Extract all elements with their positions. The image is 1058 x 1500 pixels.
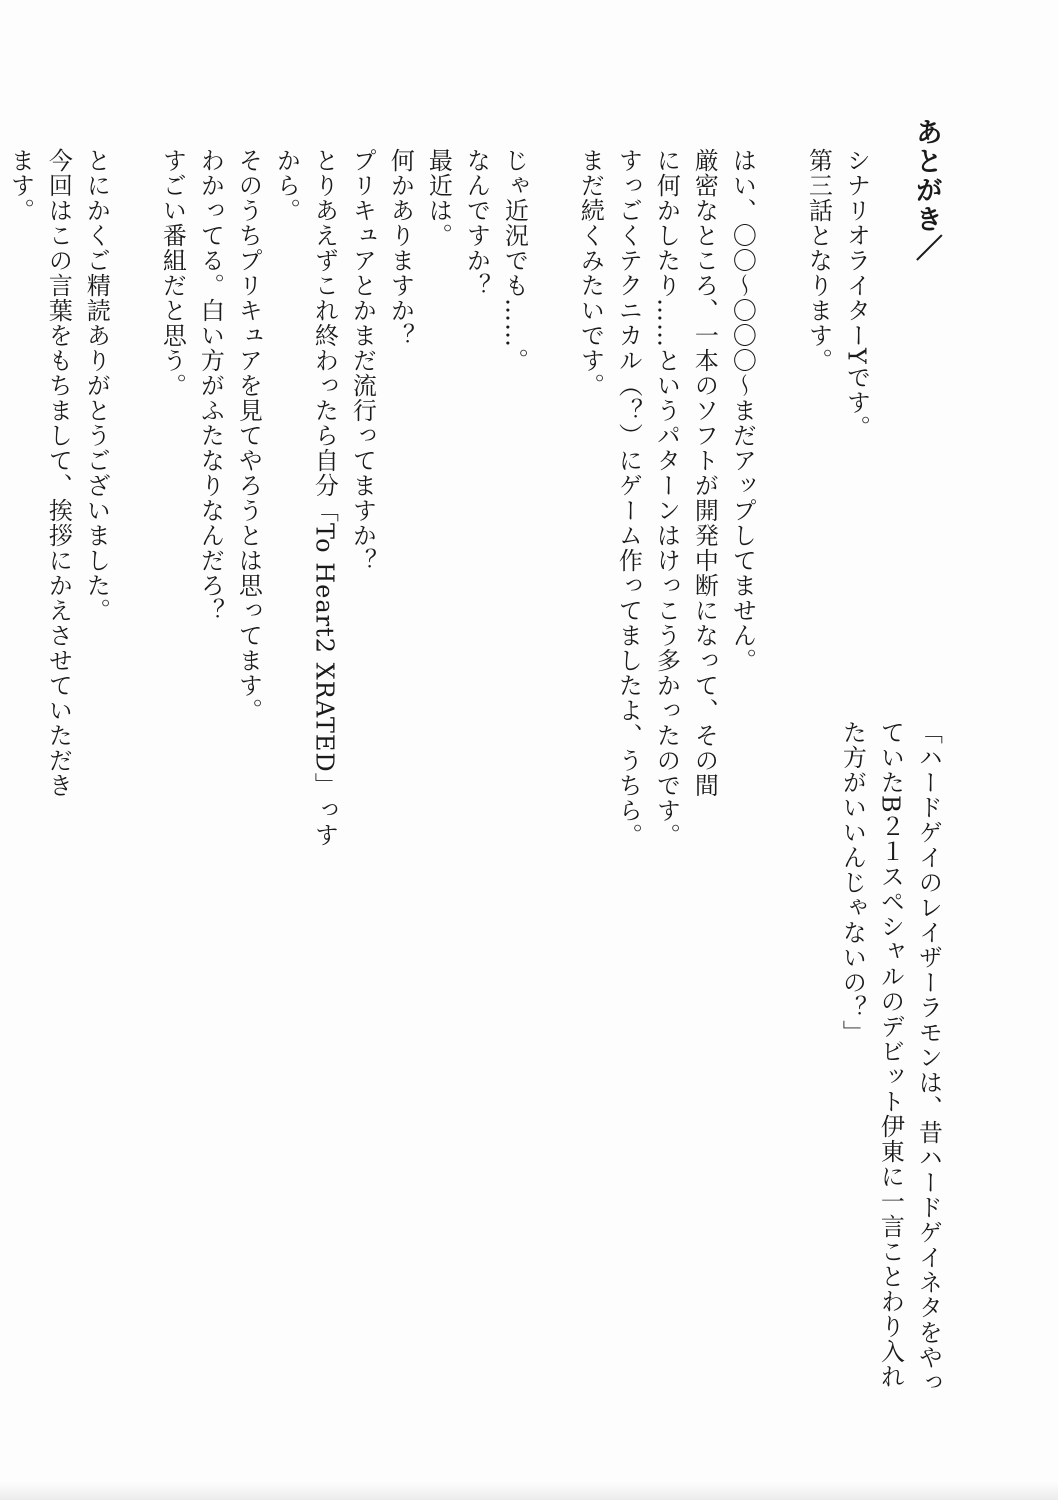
text-line: プリキュアとかまだ流行ってますか？ — [348, 148, 377, 573]
text-line: すごい番組だと思う。 — [158, 148, 187, 398]
text-line: とりあえずこれ終わったら自分「To Heart2 XRATED」っす — [310, 148, 339, 848]
text-line: から。 — [272, 148, 301, 223]
text-line: そのうちプリキュアを見てやろうとは思ってます。 — [234, 148, 263, 723]
text-line: わかってる。白い方がふたなりなんだろ？ — [196, 148, 225, 623]
text-line: とにかくご精読ありがとうございました。 — [82, 148, 111, 623]
text-line: ます。 — [6, 148, 35, 223]
text-line: なんですか？ — [462, 148, 491, 298]
text-line: に何かしたり……というパターンはけっこう多かったのです。 — [652, 148, 681, 848]
quote-line: た方がいいんじゃないの？」 — [838, 720, 867, 1045]
text-line: まだ続くみたいです。 — [576, 148, 605, 398]
quote-line: 「ハードゲイのレイザーラモンは、昔ハードゲイネタをやっ — [914, 720, 943, 1395]
page-title: あとがき／ — [910, 118, 942, 263]
text-line: すっごくテクニカル（？）にゲーム作ってましたよ、うちら。 — [614, 148, 643, 848]
text-line: 最近は。 — [424, 148, 453, 248]
text-line: シナリオライターYです。 — [842, 148, 871, 440]
text-line: 第三話となります。 — [804, 148, 833, 373]
text-line: 今回はこの言葉をもちまして、挨拶にかえさせていただき — [44, 148, 73, 798]
text-line: はい、〇〇〜〇〇〇〜まだアップしてません。 — [728, 148, 757, 673]
quote-line: ていたB２１スペシャルのデビット伊東に一言ことわり入れ — [876, 720, 905, 1389]
text-line: 厳密なところ、一本のソフトが開発中断になって、その間 — [690, 148, 719, 798]
page-bottom-edge — [0, 1480, 1058, 1500]
text-line: 何かありますか？ — [386, 148, 415, 348]
text-line: じゃ近況でも……。 — [500, 148, 529, 373]
